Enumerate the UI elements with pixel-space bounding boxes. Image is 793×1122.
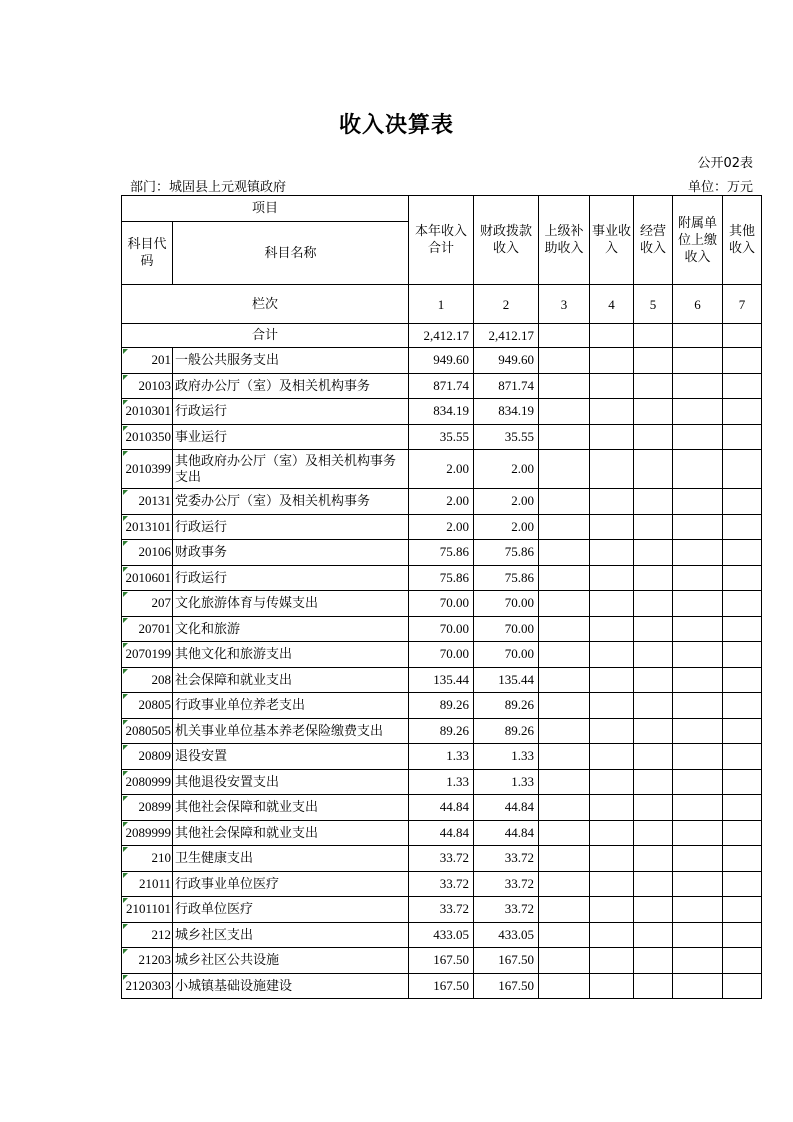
- empty-cell: [723, 769, 762, 795]
- empty-cell: [634, 450, 673, 489]
- fiscal-cell: 167.50: [474, 973, 539, 999]
- subject-code-cell: 2010399: [122, 450, 173, 489]
- total-income-cell: 70.00: [409, 642, 474, 668]
- table-row: [122, 693, 762, 719]
- subject-code-cell: 20106: [122, 540, 173, 566]
- department-label: 部门：城固县上元观镇政府: [130, 180, 287, 195]
- empty-cell: [539, 348, 590, 374]
- header-subject-code: 科目代码: [122, 222, 173, 285]
- empty-cell: [723, 922, 762, 948]
- empty-cell: [723, 973, 762, 999]
- empty-cell: [539, 948, 590, 974]
- total-income-cell: 949.60: [409, 348, 474, 374]
- empty-cell: [634, 820, 673, 846]
- subject-code-cell: 2013101: [122, 514, 173, 540]
- subject-code-cell: 2080999: [122, 769, 173, 795]
- fiscal-cell: 35.55: [474, 424, 539, 450]
- subject-name-cell: 文化和旅游: [173, 616, 409, 642]
- empty-cell: [673, 565, 723, 591]
- total-income-cell: 871.74: [409, 373, 474, 399]
- empty-cell: [673, 489, 723, 515]
- empty-cell: [590, 795, 634, 821]
- total-income-cell: 2.00: [409, 489, 474, 515]
- fiscal-cell: 70.00: [474, 642, 539, 668]
- table-row: [122, 718, 762, 744]
- header-other: 其他收入: [723, 196, 762, 285]
- header-project: 项目: [122, 196, 409, 222]
- total-income-cell: 44.84: [409, 795, 474, 821]
- table-row: [122, 769, 762, 795]
- empty-cell: [723, 744, 762, 770]
- empty-cell: [673, 540, 723, 566]
- table-row: [122, 348, 762, 374]
- table-row: [122, 514, 762, 540]
- col-number: 3: [539, 285, 590, 324]
- total-income-cell: 2.00: [409, 450, 474, 489]
- empty-cell: [590, 565, 634, 591]
- total-income-cell: 75.86: [409, 540, 474, 566]
- empty-cell: [539, 399, 590, 425]
- subject-name-cell: 城乡社区支出: [173, 922, 409, 948]
- empty-cell: [590, 973, 634, 999]
- empty-cell: [673, 897, 723, 923]
- empty-cell: [590, 667, 634, 693]
- total-income-cell: 1.33: [409, 769, 474, 795]
- total-income-cell: 167.50: [409, 973, 474, 999]
- header-operating: 经营收入: [634, 196, 673, 285]
- fiscal-cell: 44.84: [474, 795, 539, 821]
- empty-cell: [723, 820, 762, 846]
- empty-cell: [590, 373, 634, 399]
- empty-cell: [673, 795, 723, 821]
- empty-cell: [634, 399, 673, 425]
- subject-name-cell: 行政单位医疗: [173, 897, 409, 923]
- fiscal-cell: 433.05: [474, 922, 539, 948]
- subject-name-cell: 退役安置: [173, 744, 409, 770]
- fiscal-cell: 1.33: [474, 769, 539, 795]
- empty-cell: [539, 820, 590, 846]
- income-table: [121, 195, 762, 999]
- header-subject-name: 科目名称: [173, 222, 409, 285]
- empty-cell: [634, 373, 673, 399]
- empty-cell: [673, 514, 723, 540]
- empty-cell: [590, 424, 634, 450]
- empty-cell: [590, 871, 634, 897]
- fiscal-cell: 2.00: [474, 489, 539, 515]
- table-row: [122, 642, 762, 668]
- fiscal-cell: 89.26: [474, 718, 539, 744]
- col-number: 4: [590, 285, 634, 324]
- table-row: [122, 540, 762, 566]
- empty-cell: [590, 718, 634, 744]
- table-row: [122, 973, 762, 999]
- empty-cell: [673, 769, 723, 795]
- empty-cell: [723, 667, 762, 693]
- col-number: 6: [673, 285, 723, 324]
- empty-cell: [723, 591, 762, 617]
- empty-cell: [539, 450, 590, 489]
- empty-cell: [723, 846, 762, 872]
- empty-cell: [723, 693, 762, 719]
- subject-code-cell: 2089999: [122, 820, 173, 846]
- empty-cell: [590, 820, 634, 846]
- empty-cell: [723, 489, 762, 515]
- fiscal-cell: 135.44: [474, 667, 539, 693]
- subject-name-cell: 行政运行: [173, 565, 409, 591]
- empty-cell: [590, 348, 634, 374]
- fiscal-cell: 33.72: [474, 846, 539, 872]
- subject-code-cell: 20103: [122, 373, 173, 399]
- subject-name-cell: 其他社会保障和就业支出: [173, 820, 409, 846]
- total-income-cell: 70.00: [409, 616, 474, 642]
- total-income-cell: 167.50: [409, 948, 474, 974]
- subject-code-cell: 2080505: [122, 718, 173, 744]
- total-income-cell: 1.33: [409, 744, 474, 770]
- empty-cell: [539, 373, 590, 399]
- header-business: 事业收入: [590, 196, 634, 285]
- fiscal-cell: 33.72: [474, 871, 539, 897]
- empty-cell: [539, 973, 590, 999]
- total-income-cell: 35.55: [409, 424, 474, 450]
- total-income-cell: 75.86: [409, 565, 474, 591]
- empty-cell: [673, 820, 723, 846]
- empty-cell: [723, 948, 762, 974]
- empty-cell: [634, 795, 673, 821]
- subject-code-cell: 2120303: [122, 973, 173, 999]
- total-label: 合计: [122, 324, 409, 348]
- empty-cell: [673, 616, 723, 642]
- empty-cell: [673, 922, 723, 948]
- empty-cell: [634, 744, 673, 770]
- subject-name-cell: 机关事业单位基本养老保险缴费支出: [173, 718, 409, 744]
- empty-cell: [634, 769, 673, 795]
- empty-cell: [590, 399, 634, 425]
- subject-code-cell: 2070199: [122, 642, 173, 668]
- subject-code-cell: 2101101: [122, 897, 173, 923]
- table-row: [122, 565, 762, 591]
- empty-cell: [673, 693, 723, 719]
- empty-cell: [590, 744, 634, 770]
- empty-cell: [634, 565, 673, 591]
- empty-cell: [539, 693, 590, 719]
- empty-cell: [634, 718, 673, 744]
- subject-code-cell: 2010301: [122, 399, 173, 425]
- empty-cell: [590, 846, 634, 872]
- empty-cell: [539, 514, 590, 540]
- empty-cell: [634, 540, 673, 566]
- empty-cell: [723, 871, 762, 897]
- total-income-cell: 89.26: [409, 693, 474, 719]
- empty-cell: [539, 718, 590, 744]
- empty-cell: [590, 540, 634, 566]
- header-fiscal: 财政拨款收入: [474, 196, 539, 285]
- empty-cell: [634, 348, 673, 374]
- empty-cell: [590, 489, 634, 515]
- empty-cell: [673, 871, 723, 897]
- empty-cell: [723, 565, 762, 591]
- empty-cell: [673, 450, 723, 489]
- empty-cell: [673, 591, 723, 617]
- table-row: [122, 616, 762, 642]
- subject-name-cell: 小城镇基础设施建设: [173, 973, 409, 999]
- fiscal-cell: 70.00: [474, 616, 539, 642]
- subject-code-cell: 2010350: [122, 424, 173, 450]
- subject-code-cell: 20701: [122, 616, 173, 642]
- subject-code-cell: 201: [122, 348, 173, 374]
- total-income-value: 2,412.17: [409, 324, 474, 348]
- empty-cell: [590, 642, 634, 668]
- total-income-cell: 44.84: [409, 820, 474, 846]
- empty-cell: [539, 871, 590, 897]
- fiscal-cell: 167.50: [474, 948, 539, 974]
- table-row: [122, 897, 762, 923]
- total-income-cell: 33.72: [409, 871, 474, 897]
- subject-code-cell: 207: [122, 591, 173, 617]
- fiscal-cell: 2.00: [474, 450, 539, 489]
- subject-code-cell: 20809: [122, 744, 173, 770]
- fiscal-cell: 75.86: [474, 540, 539, 566]
- empty-cell: [634, 846, 673, 872]
- page-title: 收入决算表: [338, 113, 454, 138]
- header-column-index: 栏次: [122, 285, 409, 324]
- empty-cell: [634, 897, 673, 923]
- empty-cell: [723, 718, 762, 744]
- subject-name-cell: 卫生健康支出: [173, 846, 409, 872]
- empty-cell: [673, 399, 723, 425]
- empty-cell: [723, 348, 762, 374]
- fiscal-cell: 949.60: [474, 348, 539, 374]
- empty-cell: [723, 399, 762, 425]
- table-row: [122, 820, 762, 846]
- empty-cell: [590, 616, 634, 642]
- empty-cell: [634, 667, 673, 693]
- empty-cell: [634, 922, 673, 948]
- subject-code-cell: 208: [122, 667, 173, 693]
- total-income-cell: 2.00: [409, 514, 474, 540]
- empty-cell: [539, 540, 590, 566]
- empty-cell: [723, 642, 762, 668]
- empty-cell: [539, 642, 590, 668]
- empty-cell: [634, 616, 673, 642]
- empty-cell: [634, 871, 673, 897]
- subject-name-cell: 党委办公厅（室）及相关机构事务: [173, 489, 409, 515]
- subject-name-cell: 事业运行: [173, 424, 409, 450]
- fiscal-cell: 75.86: [474, 565, 539, 591]
- empty-cell: [539, 591, 590, 617]
- empty-cell: [673, 373, 723, 399]
- total-income-cell: 89.26: [409, 718, 474, 744]
- table-row: [122, 795, 762, 821]
- col-number: 2: [474, 285, 539, 324]
- header-superior-subsidy: 上级补助收入: [539, 196, 590, 285]
- empty-cell: [634, 489, 673, 515]
- empty-cell: [673, 948, 723, 974]
- empty-cell: [723, 424, 762, 450]
- subject-code-cell: 20131: [122, 489, 173, 515]
- subject-name-cell: 行政事业单位养老支出: [173, 693, 409, 719]
- table-row: [122, 424, 762, 450]
- table-row: [122, 591, 762, 617]
- subject-name-cell: 一般公共服务支出: [173, 348, 409, 374]
- header-total-income: 本年收入合计: [409, 196, 474, 285]
- subject-code-cell: 20805: [122, 693, 173, 719]
- subject-name-cell: 财政事务: [173, 540, 409, 566]
- table-row: [122, 667, 762, 693]
- subject-code-cell: 212: [122, 922, 173, 948]
- total-income-cell: 433.05: [409, 922, 474, 948]
- table-row: [122, 948, 762, 974]
- subject-code-cell: 210: [122, 846, 173, 872]
- subject-name-cell: 政府办公厅（室）及相关机构事务: [173, 373, 409, 399]
- empty-cell: [539, 769, 590, 795]
- empty-cell: [539, 667, 590, 693]
- subject-code-cell: 20899: [122, 795, 173, 821]
- empty-cell: [590, 450, 634, 489]
- fiscal-cell: 834.19: [474, 399, 539, 425]
- total-income-cell: 834.19: [409, 399, 474, 425]
- empty-cell: [634, 948, 673, 974]
- table-row: [122, 373, 762, 399]
- fiscal-cell: 44.84: [474, 820, 539, 846]
- empty-cell: [673, 973, 723, 999]
- total-income-cell: 135.44: [409, 667, 474, 693]
- subject-name-cell: 社会保障和就业支出: [173, 667, 409, 693]
- subject-name-cell: 城乡社区公共设施: [173, 948, 409, 974]
- empty-cell: [634, 973, 673, 999]
- empty-cell: [723, 616, 762, 642]
- fiscal-cell: 89.26: [474, 693, 539, 719]
- table-row: [122, 399, 762, 425]
- subject-name-cell: 行政事业单位医疗: [173, 871, 409, 897]
- empty-cell: [723, 373, 762, 399]
- unit-label: 单位：万元: [687, 180, 753, 195]
- empty-cell: [634, 514, 673, 540]
- subject-name-cell: 行政运行: [173, 514, 409, 540]
- fiscal-cell: 70.00: [474, 591, 539, 617]
- empty-cell: [590, 514, 634, 540]
- fiscal-cell: 871.74: [474, 373, 539, 399]
- empty-cell: [673, 744, 723, 770]
- empty-cell: [723, 795, 762, 821]
- empty-cell: [539, 616, 590, 642]
- total-income-cell: 33.72: [409, 897, 474, 923]
- empty-cell: [539, 846, 590, 872]
- empty-cell: [539, 922, 590, 948]
- fiscal-cell: 33.72: [474, 897, 539, 923]
- table-row: [122, 450, 762, 489]
- empty-cell: [590, 897, 634, 923]
- total-row: [122, 324, 762, 348]
- empty-cell: [634, 424, 673, 450]
- empty-cell: [590, 591, 634, 617]
- empty-cell: [590, 922, 634, 948]
- col-number: 7: [723, 285, 762, 324]
- empty-cell: [723, 540, 762, 566]
- table-row: [122, 871, 762, 897]
- empty-cell: [539, 565, 590, 591]
- total-fiscal-value: 2,412.17: [474, 324, 539, 348]
- empty-cell: [673, 642, 723, 668]
- empty-cell: [539, 489, 590, 515]
- empty-cell: [723, 514, 762, 540]
- empty-cell: [539, 795, 590, 821]
- empty-cell: [539, 897, 590, 923]
- subject-code-cell: 2010601: [122, 565, 173, 591]
- table-row: [122, 846, 762, 872]
- empty-cell: [673, 348, 723, 374]
- col-number: 1: [409, 285, 474, 324]
- subject-name-cell: 文化旅游体育与传媒支出: [173, 591, 409, 617]
- empty-cell: [590, 769, 634, 795]
- fiscal-cell: 2.00: [474, 514, 539, 540]
- table-row: [122, 489, 762, 515]
- fiscal-cell: 1.33: [474, 744, 539, 770]
- empty-cell: [634, 642, 673, 668]
- empty-cell: [673, 424, 723, 450]
- subject-code-cell: 21011: [122, 871, 173, 897]
- subject-name-cell: 其他政府办公厅（室）及相关机构事务支出: [173, 450, 409, 489]
- table-row: [122, 744, 762, 770]
- table-row: [122, 922, 762, 948]
- empty-cell: [539, 424, 590, 450]
- subject-name-cell: 其他文化和旅游支出: [173, 642, 409, 668]
- empty-cell: [590, 693, 634, 719]
- total-income-cell: 33.72: [409, 846, 474, 872]
- empty-cell: [634, 693, 673, 719]
- subject-name-cell: 其他退役安置支出: [173, 769, 409, 795]
- subject-code-cell: 21203: [122, 948, 173, 974]
- empty-cell: [634, 591, 673, 617]
- empty-cell: [590, 948, 634, 974]
- empty-cell: [723, 897, 762, 923]
- empty-cell: [673, 846, 723, 872]
- header-affiliated: 附属单位上缴收入: [673, 196, 723, 285]
- subject-name-cell: 其他社会保障和就业支出: [173, 795, 409, 821]
- form-number: 公开02表: [697, 156, 753, 171]
- empty-cell: [673, 718, 723, 744]
- empty-cell: [539, 744, 590, 770]
- col-number: 5: [634, 285, 673, 324]
- subject-name-cell: 行政运行: [173, 399, 409, 425]
- total-income-cell: 70.00: [409, 591, 474, 617]
- empty-cell: [723, 450, 762, 489]
- empty-cell: [673, 667, 723, 693]
